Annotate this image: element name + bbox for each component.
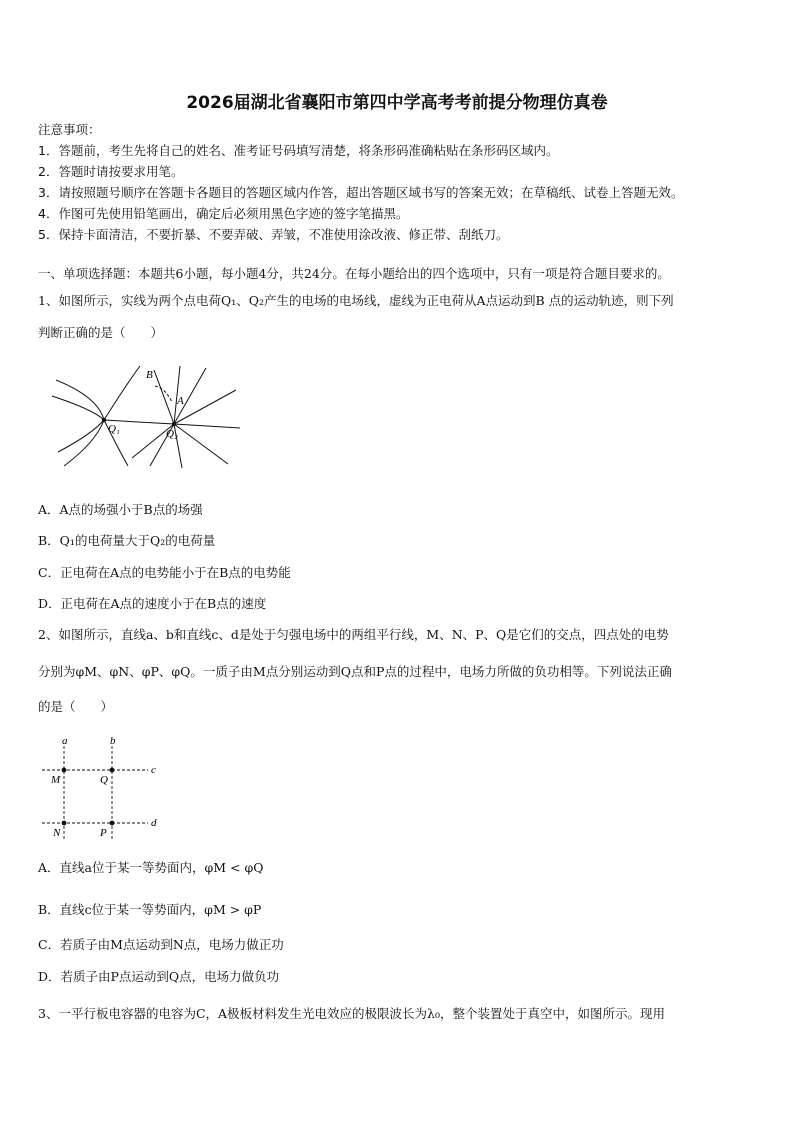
q2-option-a: A．直线a位于某一等势面内，φM < φQ bbox=[38, 860, 264, 875]
notice-item-2: 2．答题时请按要求用笔。 bbox=[38, 164, 184, 179]
q2-label-d: d bbox=[151, 817, 157, 829]
q2-label-m: M bbox=[51, 774, 61, 786]
q2-stem-line-2: 分别为φM、φN、φP、φQ。一质子由M点分别运动到Q点和P点的过程中，电场力所做的负功相等。下列说法正确 bbox=[38, 664, 672, 679]
q1-field-line-figure bbox=[50, 362, 250, 470]
q1-option-c: C．正电荷在A点的电势能小于在B点的电势能 bbox=[38, 565, 291, 580]
q2-option-d: D．若质子由P点运动到Q点，电场力做负功 bbox=[38, 969, 280, 984]
q2-stem-line-3: 的是（ ） bbox=[38, 699, 114, 714]
page-title: 2026届湖北省襄阳市第四中学高考考前提分物理仿真卷 bbox=[186, 93, 608, 113]
q2-parallel-lines-figure bbox=[38, 734, 168, 842]
q2-point-n bbox=[62, 821, 67, 826]
q1-option-d: D．正电荷在A点的速度小于在B点的速度 bbox=[38, 596, 267, 611]
q2-label-a: a bbox=[62, 735, 68, 747]
q2-point-m bbox=[62, 768, 67, 773]
q2-label-c: c bbox=[151, 764, 156, 776]
q2-charge-dot bbox=[172, 422, 176, 426]
notice-item-5: 5．保持卡面清洁，不要折暴、不要弄破、弄皱，不准使用涂改液、修正带、刮纸刀。 bbox=[38, 227, 509, 242]
q1-label-b: B bbox=[146, 369, 153, 381]
q1-stem-line-2: 判断正确的是（ ） bbox=[38, 325, 164, 340]
q2-option-c: C．若质子由M点运动到N点，电场力做正功 bbox=[38, 937, 284, 952]
q2-point-q bbox=[110, 768, 115, 773]
q1-label-q1: Q₁ bbox=[108, 423, 120, 435]
notice-item-3: 3．请按照题号顺序在答题卡各题目的答题区域内作答，超出答题区域书写的答案无效；在草稿纸、试卷上答题无效。 bbox=[38, 185, 684, 200]
q2-option-b: B．直线c位于某一等势面内，φM > φP bbox=[38, 902, 262, 917]
q2-stem-line-1: 2、如图所示，直线a、b和直线c、d是处于匀强电场中的两组平行线，M、N、P、Q是它们的交点，四点处的电势 bbox=[38, 627, 669, 642]
q1-label-q2: Q₂ bbox=[166, 428, 178, 440]
notice-item-4: 4．作图可先使用铅笔画出，确定后必须用黑色字迹的签字笔描黑。 bbox=[38, 206, 409, 221]
q1-option-a: A．A点的场强小于B点的场强 bbox=[38, 502, 203, 517]
notice-item-1: 1．答题前，考生先将自己的姓名、准考证号码填写清楚，将条形码准确粘贴在条形码区域内。 bbox=[38, 143, 559, 158]
notice-heading: 注意事项： bbox=[38, 122, 101, 137]
q2-label-n: N bbox=[53, 827, 61, 839]
q1-stem-line-1: 1、如图所示，实线为两个点电荷Q₁、Q₂产生的电场的电场线，虚线为正电荷从A点运动到B 点的运动轨迹，则下列 bbox=[38, 293, 674, 308]
section-heading: 一、单项选择题：本题共6小题，每小题4分，共24分。在每小题给出的四个选项中，只有一项是符合题目要求的。 bbox=[38, 266, 670, 281]
q1-charge-dot bbox=[102, 418, 106, 422]
q2-point-p bbox=[110, 821, 115, 826]
q1-option-b: B．Q₁的电荷量大于Q₂的电荷量 bbox=[38, 533, 216, 548]
q1-label-a: A bbox=[177, 395, 184, 407]
q2-label-b: b bbox=[110, 735, 116, 747]
q2-label-p: P bbox=[100, 827, 107, 839]
q1-trajectory bbox=[155, 386, 172, 402]
q2-label-q: Q bbox=[100, 774, 108, 786]
q3-stem-line-1: 3、一平行板电容器的电容为C，A极板材料发生光电效应的极限波长为λ₀，整个装置处于真空中，如图所示。现用 bbox=[38, 1006, 665, 1021]
